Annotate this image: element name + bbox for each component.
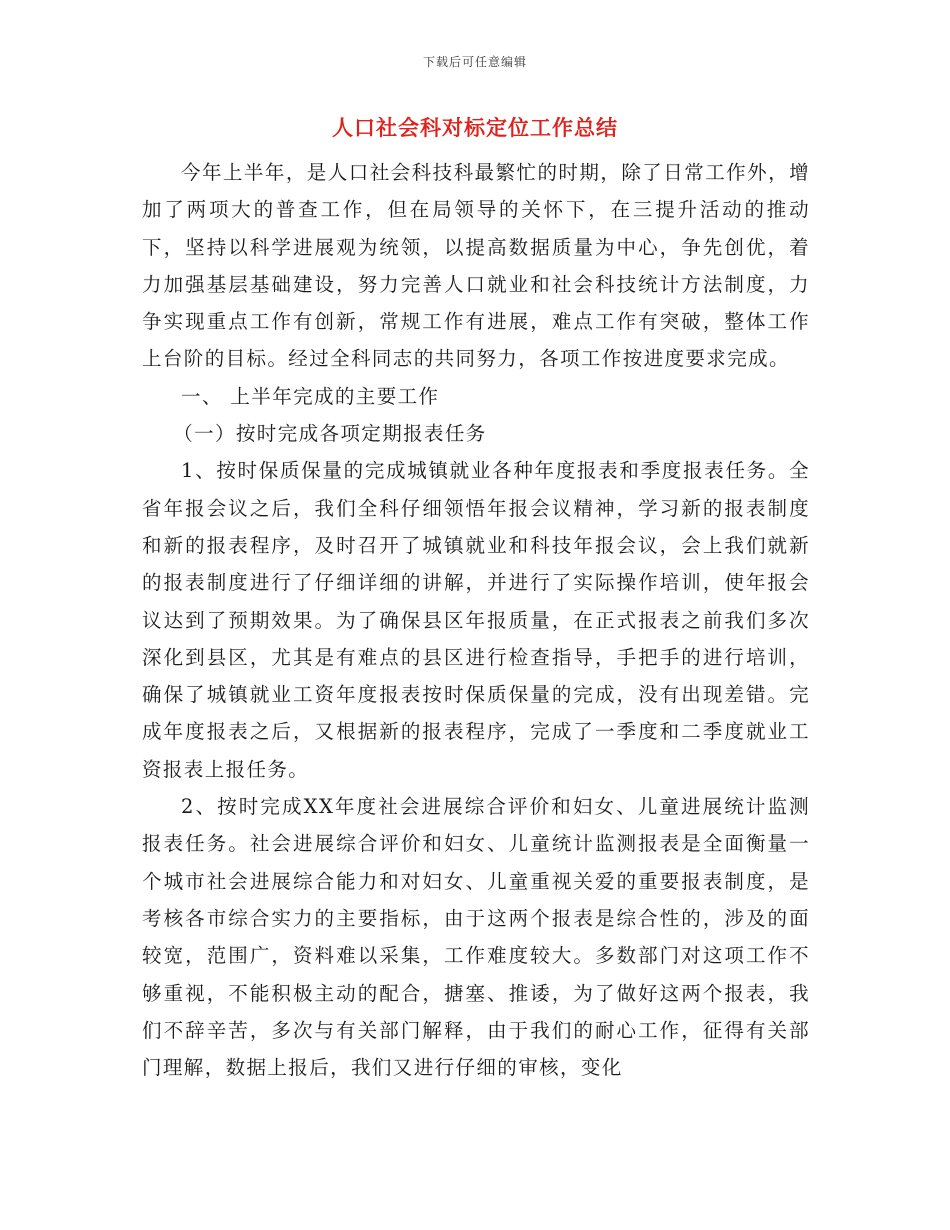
document-title: 人口社会科对标定位工作总结 bbox=[332, 115, 618, 140]
section-heading: 一、 上半年完成的主要工作 bbox=[181, 384, 440, 408]
paragraph-intro: 今年上半年，是人口社会科技科最繁忙的时期，除了日常工作外，增加了两项大的普查工作，但在局领导的关怀下，在三提升活动的推动下，坚持以科学进展观为统领，以提高数据质量为中心，争先创优，着力加强基层基础建设，努力完善人口就业和社会科技统计方法制度，力争实现重点工作有创新，常规工作有进展，难点工作有突破，整体工作上台阶的目标。经过全科同志的共同努力，各项工作按进度要求完成。 bbox=[142, 161, 810, 371]
header-note: 下载后可任意编辑 bbox=[422, 55, 527, 69]
paragraph-item-1: 1、按时保质保量的完成城镇就业各种年度报表和季度报表任务。全省年报会议之后，我们全科仔细领悟年报会议精神，学习新的报表制度和新的报表程序，及时召开了城镇就业和科技年报会议，会上我们就新的报表制度进行了仔细详细的讲解，并进行了实际操作培训，使年报会议达到了预期效果。为了确保县区年报质量，在正式报表之前我们多次深化到县区，尤其是有难点的县区进行检查指导，手把手的进行培训，确保了城镇就业工资年度报表按时保质保量的完成，没有出现差错。完成年度报表之后，又根据新的报表程序，完成了一季度和二季度就业工资报表上报任务。 bbox=[142, 459, 810, 781]
document-body bbox=[142, 154, 810, 1086]
subsection-heading: （一）按时完成各项定期报表任务 bbox=[173, 422, 487, 446]
paragraph-item-2: 2、按时完成XX年度社会进展综合评价和妇女、儿童进展统计监测报表任务。社会进展综合评价和妇女、儿童统计监测报表是全面衡量一个城市社会进展综合能力和对妇女、儿童重视关爱的重要报表制度，是考核各市综合实力的主要指标，由于这两个报表是综合性的，涉及的面较宽，范围广，资料难以采集，工作难度较大。多数部门对这项工作不够重视，不能积极主动的配合，搪塞、推诿，为了做好这两个报表，我们不辞辛苦，多次与有关部门解释，由于我们的耐心工作，征得有关部门理解，数据上报后，我们又进行仔细的审核，变化 bbox=[142, 795, 810, 1080]
